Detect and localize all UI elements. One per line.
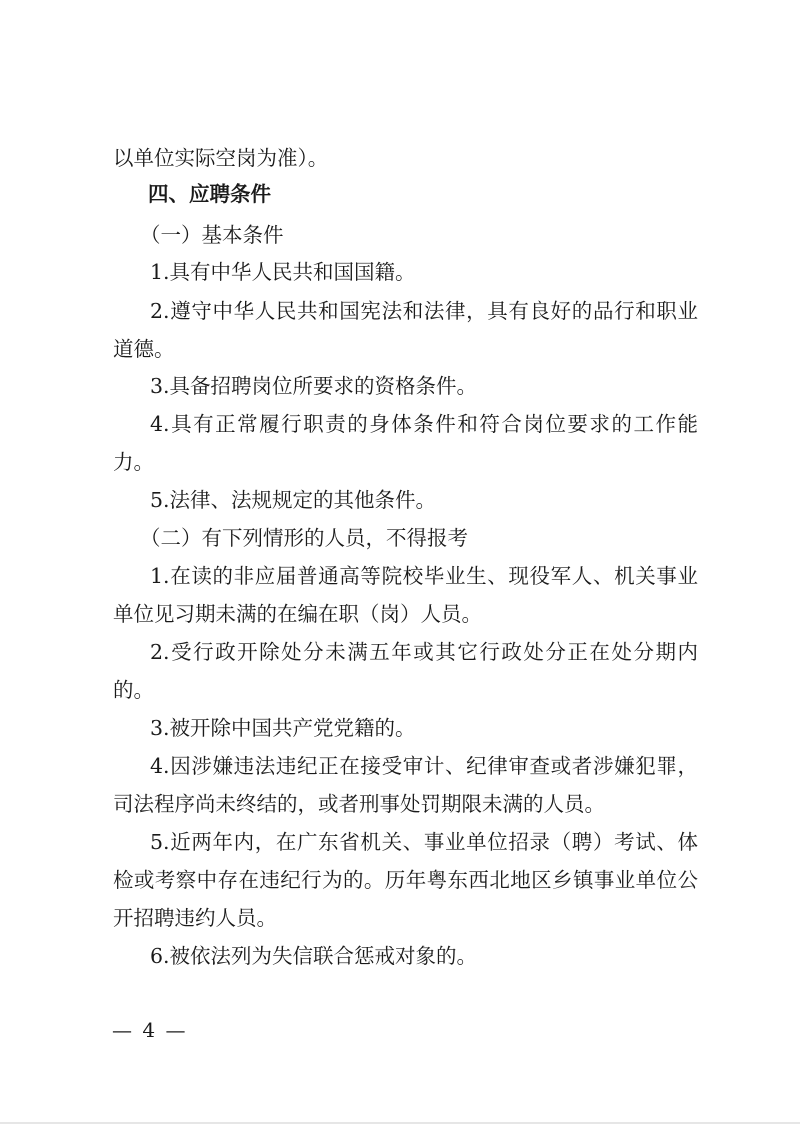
- text-line: 1.在读的非应届普通高等院校毕业生、现役军人、机关事业: [150, 564, 698, 588]
- text-line: 3.具备招聘岗位所要求的资格条件。: [150, 374, 478, 398]
- page-number: — 4 —: [112, 1018, 188, 1042]
- page-edge-divider: [0, 1122, 800, 1124]
- text-line: 5.法律、法规规定的其他条件。: [150, 488, 437, 512]
- text-line: 力。: [113, 450, 154, 474]
- text-line: 以单位实际空岗为准）。: [113, 146, 329, 170]
- text-line: 2.遵守中华人民共和国宪法和法律，具有良好的品行和职业: [150, 299, 698, 323]
- text-line: 5.近两年内，在广东省机关、事业单位招录（聘）考试、体: [150, 830, 698, 854]
- text-line: 2.受行政开除处分未满五年或其它行政处分正在处分期内: [150, 640, 698, 664]
- text-line: 单位见习期未满的在编在职（岗）人员。: [113, 602, 482, 626]
- text-line: 的。: [113, 678, 154, 702]
- text-line: 1.具有中华人民共和国国籍。: [150, 260, 416, 284]
- text-line: 检或考察中存在违纪行为的。历年粤东西北地区乡镇事业单位公: [113, 868, 698, 892]
- text-line: 道德。: [113, 337, 175, 361]
- text-line: 3.被开除中国共产党党籍的。: [150, 716, 416, 740]
- text-line: 4.因涉嫌违法违纪正在接受审计、纪律审查或者涉嫌犯罪，: [150, 754, 698, 778]
- text-line: 开招聘违约人员。: [113, 906, 277, 930]
- section-heading: 四、应聘条件: [148, 182, 271, 206]
- text-line: 司法程序尚未终结的，或者刑事处罚期限未满的人员。: [113, 792, 605, 816]
- text-line: 6.被依法列为失信联合惩戒对象的。: [150, 944, 478, 968]
- subsection-heading: （一）基本条件: [140, 223, 284, 247]
- subsection-heading: （二）有下列情形的人员，不得报考: [140, 526, 468, 550]
- text-line: 4.具有正常履行职责的身体条件和符合岗位要求的工作能: [150, 412, 698, 436]
